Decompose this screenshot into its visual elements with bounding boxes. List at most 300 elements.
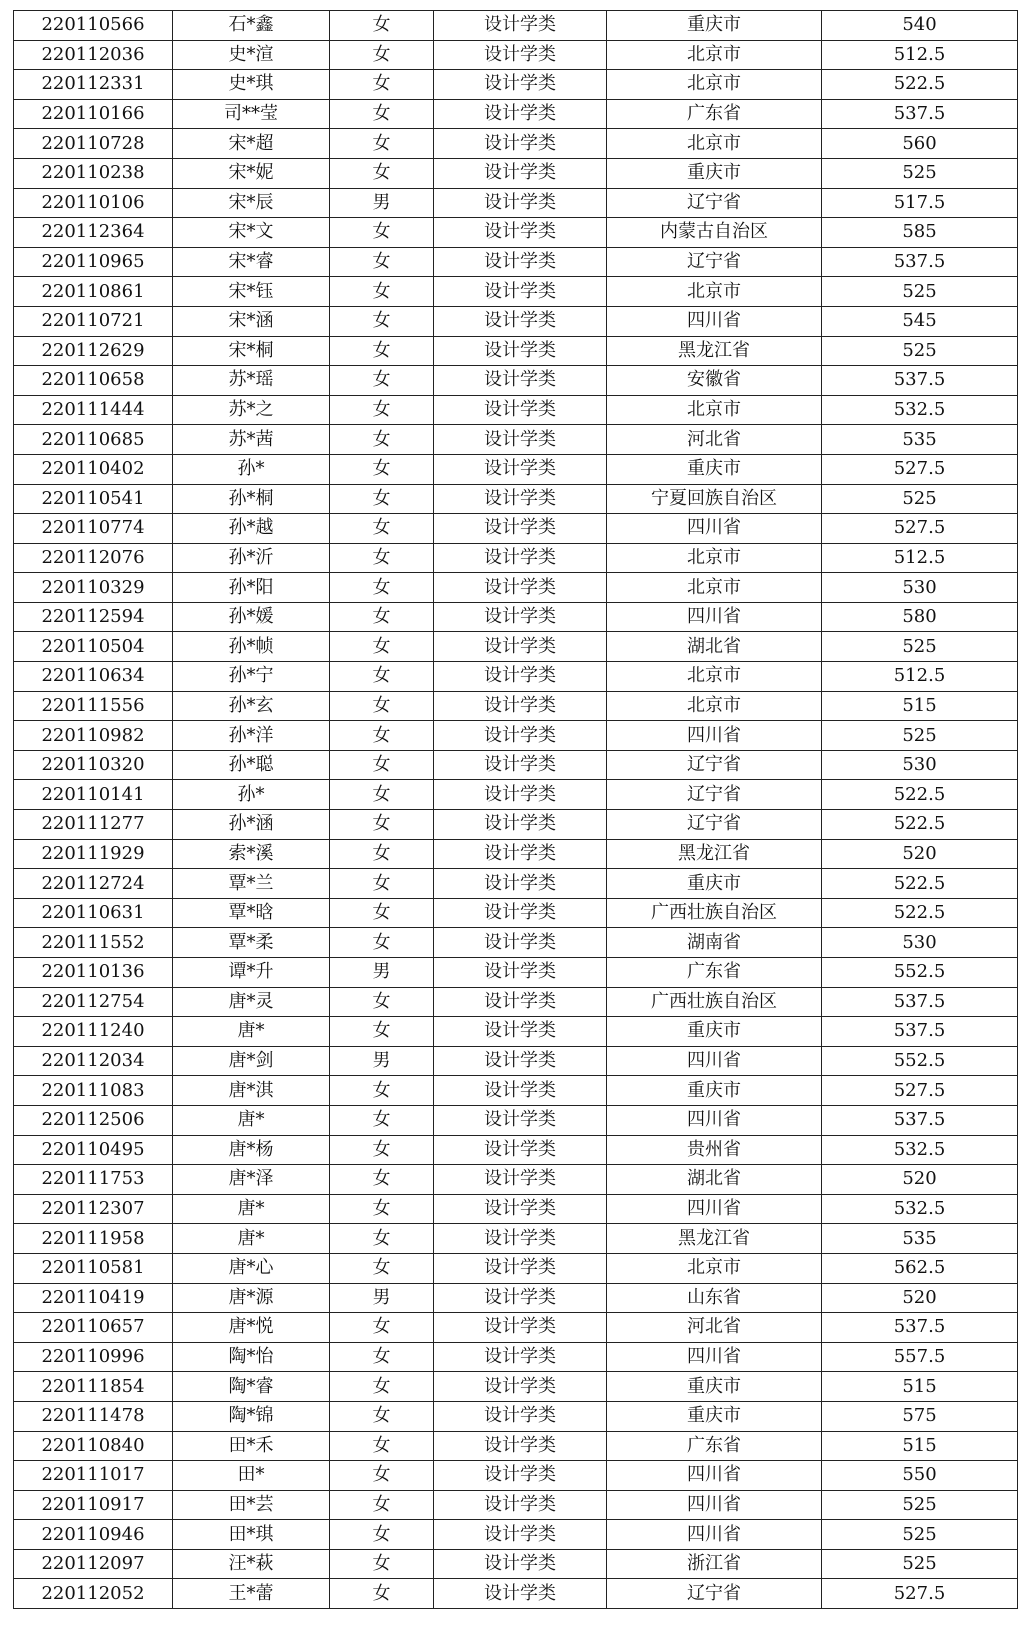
major-cell: 设计学类 [434,1135,607,1165]
gender-cell: 女 [330,987,434,1017]
major-cell: 设计学类 [434,1194,607,1224]
gender-cell: 女 [330,898,434,928]
major-cell: 设计学类 [434,1372,607,1402]
major-cell: 设计学类 [434,1313,607,1343]
name-cell: 孙*玄 [173,691,330,721]
table-row [14,1579,1018,1609]
province-cell: 广西壮族自治区 [607,987,822,1017]
gender-cell: 女 [330,306,434,336]
candidate-id-cell: 220111444 [14,395,173,425]
table-row [14,99,1018,129]
gender-cell: 女 [330,454,434,484]
gender-cell: 女 [330,632,434,662]
score-cell: 525 [822,158,1018,188]
major-cell: 设计学类 [434,336,607,366]
candidate-id-cell: 220110658 [14,366,173,396]
province-cell: 四川省 [607,1046,822,1076]
name-cell: 田*芸 [173,1490,330,1520]
candidate-id-cell: 220110541 [14,484,173,514]
gender-cell: 女 [330,750,434,780]
candidate-id-cell: 220110419 [14,1283,173,1313]
major-cell: 设计学类 [434,780,607,810]
table-row [14,1372,1018,1402]
province-cell: 贵州省 [607,1135,822,1165]
major-cell: 设计学类 [434,1401,607,1431]
candidate-id-cell: 220110840 [14,1431,173,1461]
gender-cell: 女 [330,780,434,810]
table-row [14,366,1018,396]
candidate-id-cell: 220110238 [14,158,173,188]
score-cell: 537.5 [822,247,1018,277]
province-cell: 内蒙古自治区 [607,218,822,248]
table-row [14,691,1018,721]
admission-table [13,10,1018,1609]
candidate-id-cell: 220111929 [14,839,173,869]
table-row [14,129,1018,159]
table-row [14,1165,1018,1195]
province-cell: 重庆市 [607,454,822,484]
name-cell: 唐*杨 [173,1135,330,1165]
table-body [14,11,1018,1609]
table-row [14,336,1018,366]
score-cell: 532.5 [822,1135,1018,1165]
province-cell: 重庆市 [607,1076,822,1106]
province-cell: 湖北省 [607,632,822,662]
name-cell: 唐*心 [173,1253,330,1283]
table-row [14,484,1018,514]
score-cell: 585 [822,218,1018,248]
gender-cell: 女 [330,721,434,751]
gender-cell: 男 [330,958,434,988]
score-cell: 530 [822,750,1018,780]
name-cell: 宋*辰 [173,188,330,218]
table-row [14,810,1018,840]
candidate-id-cell: 220111753 [14,1165,173,1195]
major-cell: 设计学类 [434,1253,607,1283]
gender-cell: 女 [330,1017,434,1047]
table-row [14,869,1018,899]
name-cell: 宋*超 [173,129,330,159]
province-cell: 安徽省 [607,366,822,396]
major-cell: 设计学类 [434,514,607,544]
name-cell: 覃*晗 [173,898,330,928]
name-cell: 唐*悦 [173,1313,330,1343]
major-cell: 设计学类 [434,395,607,425]
candidate-id-cell: 220110320 [14,750,173,780]
table-row [14,662,1018,692]
candidate-id-cell: 220110136 [14,958,173,988]
major-cell: 设计学类 [434,188,607,218]
province-cell: 四川省 [607,1520,822,1550]
province-cell: 广东省 [607,958,822,988]
score-cell: 580 [822,602,1018,632]
table-row [14,1461,1018,1491]
major-cell: 设计学类 [434,1549,607,1579]
table-row [14,1313,1018,1343]
major-cell: 设计学类 [434,1461,607,1491]
table-row [14,958,1018,988]
candidate-id-cell: 220110329 [14,573,173,603]
name-cell: 宋*睿 [173,247,330,277]
table-row [14,1283,1018,1313]
table-row [14,987,1018,1017]
name-cell: 史*渲 [173,40,330,70]
name-cell: 唐*剑 [173,1046,330,1076]
gender-cell: 女 [330,928,434,958]
candidate-id-cell: 220110634 [14,662,173,692]
candidate-id-cell: 220110566 [14,11,173,41]
table-row [14,1520,1018,1550]
score-cell: 530 [822,928,1018,958]
candidate-id-cell: 220112036 [14,40,173,70]
province-cell: 重庆市 [607,1017,822,1047]
table-row [14,1253,1018,1283]
table-row [14,602,1018,632]
score-cell: 545 [822,306,1018,336]
candidate-id-cell: 220111240 [14,1017,173,1047]
name-cell: 陶*怡 [173,1342,330,1372]
candidate-id-cell: 220110141 [14,780,173,810]
name-cell: 史*琪 [173,70,330,100]
province-cell: 重庆市 [607,1401,822,1431]
gender-cell: 女 [330,1549,434,1579]
table-row [14,898,1018,928]
score-cell: 515 [822,691,1018,721]
major-cell: 设计学类 [434,839,607,869]
name-cell: 司**莹 [173,99,330,129]
table-row [14,1076,1018,1106]
name-cell: 孙*洋 [173,721,330,751]
candidate-id-cell: 220112364 [14,218,173,248]
gender-cell: 男 [330,1283,434,1313]
major-cell: 设计学类 [434,543,607,573]
score-cell: 552.5 [822,958,1018,988]
name-cell: 孙*沂 [173,543,330,573]
province-cell: 四川省 [607,514,822,544]
score-cell: 522.5 [822,70,1018,100]
table-row [14,218,1018,248]
score-cell: 525 [822,632,1018,662]
score-cell: 522.5 [822,898,1018,928]
score-cell: 520 [822,1283,1018,1313]
province-cell: 四川省 [607,306,822,336]
name-cell: 王*蕾 [173,1579,330,1609]
major-cell: 设计学类 [434,40,607,70]
province-cell: 四川省 [607,1105,822,1135]
name-cell: 孙*越 [173,514,330,544]
score-cell: 575 [822,1401,1018,1431]
name-cell: 孙*聪 [173,750,330,780]
score-cell: 537.5 [822,1105,1018,1135]
table-row [14,1342,1018,1372]
gender-cell: 女 [330,1165,434,1195]
major-cell: 设计学类 [434,454,607,484]
table-row [14,395,1018,425]
province-cell: 北京市 [607,40,822,70]
name-cell: 唐* [173,1105,330,1135]
province-cell: 广东省 [607,1431,822,1461]
major-cell: 设计学类 [434,1017,607,1047]
score-cell: 525 [822,277,1018,307]
score-cell: 515 [822,1372,1018,1402]
name-cell: 唐*源 [173,1283,330,1313]
gender-cell: 女 [330,1520,434,1550]
candidate-id-cell: 220110106 [14,188,173,218]
gender-cell: 女 [330,247,434,277]
table-row [14,277,1018,307]
province-cell: 辽宁省 [607,188,822,218]
major-cell: 设计学类 [434,99,607,129]
name-cell: 陶*锦 [173,1401,330,1431]
score-cell: 530 [822,573,1018,603]
province-cell: 辽宁省 [607,750,822,780]
name-cell: 孙*桐 [173,484,330,514]
candidate-id-cell: 220110581 [14,1253,173,1283]
major-cell: 设计学类 [434,898,607,928]
gender-cell: 女 [330,158,434,188]
candidate-id-cell: 220112331 [14,70,173,100]
table-row [14,158,1018,188]
major-cell: 设计学类 [434,1224,607,1254]
candidate-id-cell: 220110774 [14,514,173,544]
name-cell: 苏*之 [173,395,330,425]
candidate-id-cell: 220110965 [14,247,173,277]
province-cell: 河北省 [607,425,822,455]
province-cell: 北京市 [607,70,822,100]
gender-cell: 女 [330,336,434,366]
province-cell: 辽宁省 [607,1579,822,1609]
province-cell: 黑龙江省 [607,336,822,366]
province-cell: 黑龙江省 [607,1224,822,1254]
gender-cell: 女 [330,662,434,692]
gender-cell: 女 [330,869,434,899]
name-cell: 唐*泽 [173,1165,330,1195]
candidate-id-cell: 220110685 [14,425,173,455]
major-cell: 设计学类 [434,662,607,692]
table-row [14,573,1018,603]
name-cell: 唐* [173,1017,330,1047]
table-row [14,1490,1018,1520]
name-cell: 石*鑫 [173,11,330,41]
major-cell: 设计学类 [434,632,607,662]
score-cell: 552.5 [822,1046,1018,1076]
score-cell: 527.5 [822,454,1018,484]
candidate-id-cell: 220111556 [14,691,173,721]
score-cell: 520 [822,1165,1018,1195]
gender-cell: 女 [330,543,434,573]
gender-cell: 男 [330,1046,434,1076]
score-cell: 512.5 [822,543,1018,573]
score-cell: 562.5 [822,1253,1018,1283]
candidate-id-cell: 220111854 [14,1372,173,1402]
name-cell: 宋*钰 [173,277,330,307]
table-row [14,454,1018,484]
major-cell: 设计学类 [434,218,607,248]
gender-cell: 女 [330,514,434,544]
name-cell: 田*琪 [173,1520,330,1550]
table-row [14,1401,1018,1431]
province-cell: 北京市 [607,277,822,307]
score-cell: 537.5 [822,1313,1018,1343]
table-row [14,247,1018,277]
province-cell: 黑龙江省 [607,839,822,869]
province-cell: 湖南省 [607,928,822,958]
candidate-id-cell: 220110504 [14,632,173,662]
table-row [14,543,1018,573]
gender-cell: 女 [330,277,434,307]
major-cell: 设计学类 [434,425,607,455]
score-cell: 525 [822,336,1018,366]
gender-cell: 女 [330,1461,434,1491]
major-cell: 设计学类 [434,70,607,100]
province-cell: 湖北省 [607,1165,822,1195]
major-cell: 设计学类 [434,1579,607,1609]
score-cell: 550 [822,1461,1018,1491]
gender-cell: 女 [330,218,434,248]
province-cell: 北京市 [607,543,822,573]
score-cell: 537.5 [822,99,1018,129]
score-cell: 512.5 [822,40,1018,70]
admission-list-sheet [13,10,1017,1609]
name-cell: 孙*阳 [173,573,330,603]
name-cell: 孙*媛 [173,602,330,632]
score-cell: 537.5 [822,1017,1018,1047]
candidate-id-cell: 220111017 [14,1461,173,1491]
province-cell: 北京市 [607,395,822,425]
gender-cell: 女 [330,839,434,869]
province-cell: 重庆市 [607,1372,822,1402]
major-cell: 设计学类 [434,869,607,899]
score-cell: 537.5 [822,987,1018,1017]
score-cell: 522.5 [822,869,1018,899]
province-cell: 北京市 [607,1253,822,1283]
score-cell: 515 [822,1431,1018,1461]
table-row [14,1224,1018,1254]
candidate-id-cell: 220111478 [14,1401,173,1431]
province-cell: 北京市 [607,691,822,721]
gender-cell: 女 [330,99,434,129]
major-cell: 设计学类 [434,1076,607,1106]
gender-cell: 女 [330,1579,434,1609]
table-row [14,1135,1018,1165]
gender-cell: 女 [330,395,434,425]
province-cell: 四川省 [607,721,822,751]
name-cell: 田*禾 [173,1431,330,1461]
candidate-id-cell: 220110721 [14,306,173,336]
major-cell: 设计学类 [434,1342,607,1372]
major-cell: 设计学类 [434,306,607,336]
major-cell: 设计学类 [434,1105,607,1135]
gender-cell: 女 [330,40,434,70]
table-row [14,750,1018,780]
province-cell: 四川省 [607,1342,822,1372]
name-cell: 谭*升 [173,958,330,988]
major-cell: 设计学类 [434,573,607,603]
candidate-id-cell: 220112307 [14,1194,173,1224]
gender-cell: 女 [330,425,434,455]
gender-cell: 女 [330,573,434,603]
table-row [14,306,1018,336]
major-cell: 设计学类 [434,1490,607,1520]
score-cell: 522.5 [822,780,1018,810]
candidate-id-cell: 220110166 [14,99,173,129]
candidate-id-cell: 220110402 [14,454,173,484]
table-row [14,514,1018,544]
gender-cell: 女 [330,810,434,840]
table-row [14,70,1018,100]
province-cell: 广东省 [607,99,822,129]
major-cell: 设计学类 [434,958,607,988]
name-cell: 宋*桐 [173,336,330,366]
major-cell: 设计学类 [434,247,607,277]
name-cell: 唐* [173,1194,330,1224]
score-cell: 525 [822,1549,1018,1579]
score-cell: 532.5 [822,395,1018,425]
gender-cell: 女 [330,11,434,41]
candidate-id-cell: 220110946 [14,1520,173,1550]
score-cell: 557.5 [822,1342,1018,1372]
province-cell: 河北省 [607,1313,822,1343]
name-cell: 宋*妮 [173,158,330,188]
candidate-id-cell: 220110982 [14,721,173,751]
table-row [14,721,1018,751]
candidate-id-cell: 220111277 [14,810,173,840]
major-cell: 设计学类 [434,928,607,958]
province-cell: 浙江省 [607,1549,822,1579]
gender-cell: 女 [330,366,434,396]
table-row [14,1194,1018,1224]
province-cell: 重庆市 [607,11,822,41]
score-cell: 525 [822,484,1018,514]
gender-cell: 女 [330,1135,434,1165]
province-cell: 辽宁省 [607,810,822,840]
province-cell: 四川省 [607,1194,822,1224]
gender-cell: 女 [330,1253,434,1283]
name-cell: 宋*涵 [173,306,330,336]
gender-cell: 女 [330,1342,434,1372]
score-cell: 537.5 [822,366,1018,396]
table-row [14,425,1018,455]
name-cell: 唐*淇 [173,1076,330,1106]
name-cell: 孙* [173,780,330,810]
gender-cell: 女 [330,1076,434,1106]
candidate-id-cell: 220110917 [14,1490,173,1520]
major-cell: 设计学类 [434,691,607,721]
score-cell: 525 [822,721,1018,751]
score-cell: 540 [822,11,1018,41]
name-cell: 宋*文 [173,218,330,248]
name-cell: 唐* [173,1224,330,1254]
score-cell: 535 [822,425,1018,455]
candidate-id-cell: 220112034 [14,1046,173,1076]
candidate-id-cell: 220110996 [14,1342,173,1372]
province-cell: 北京市 [607,129,822,159]
name-cell: 孙*涵 [173,810,330,840]
candidate-id-cell: 220111083 [14,1076,173,1106]
table-row [14,1105,1018,1135]
major-cell: 设计学类 [434,158,607,188]
gender-cell: 女 [330,1224,434,1254]
candidate-id-cell: 220112076 [14,543,173,573]
score-cell: 532.5 [822,1194,1018,1224]
score-cell: 525 [822,1520,1018,1550]
province-cell: 北京市 [607,662,822,692]
province-cell: 四川省 [607,1461,822,1491]
candidate-id-cell: 220110631 [14,898,173,928]
major-cell: 设计学类 [434,11,607,41]
province-cell: 辽宁省 [607,247,822,277]
candidate-id-cell: 220111552 [14,928,173,958]
